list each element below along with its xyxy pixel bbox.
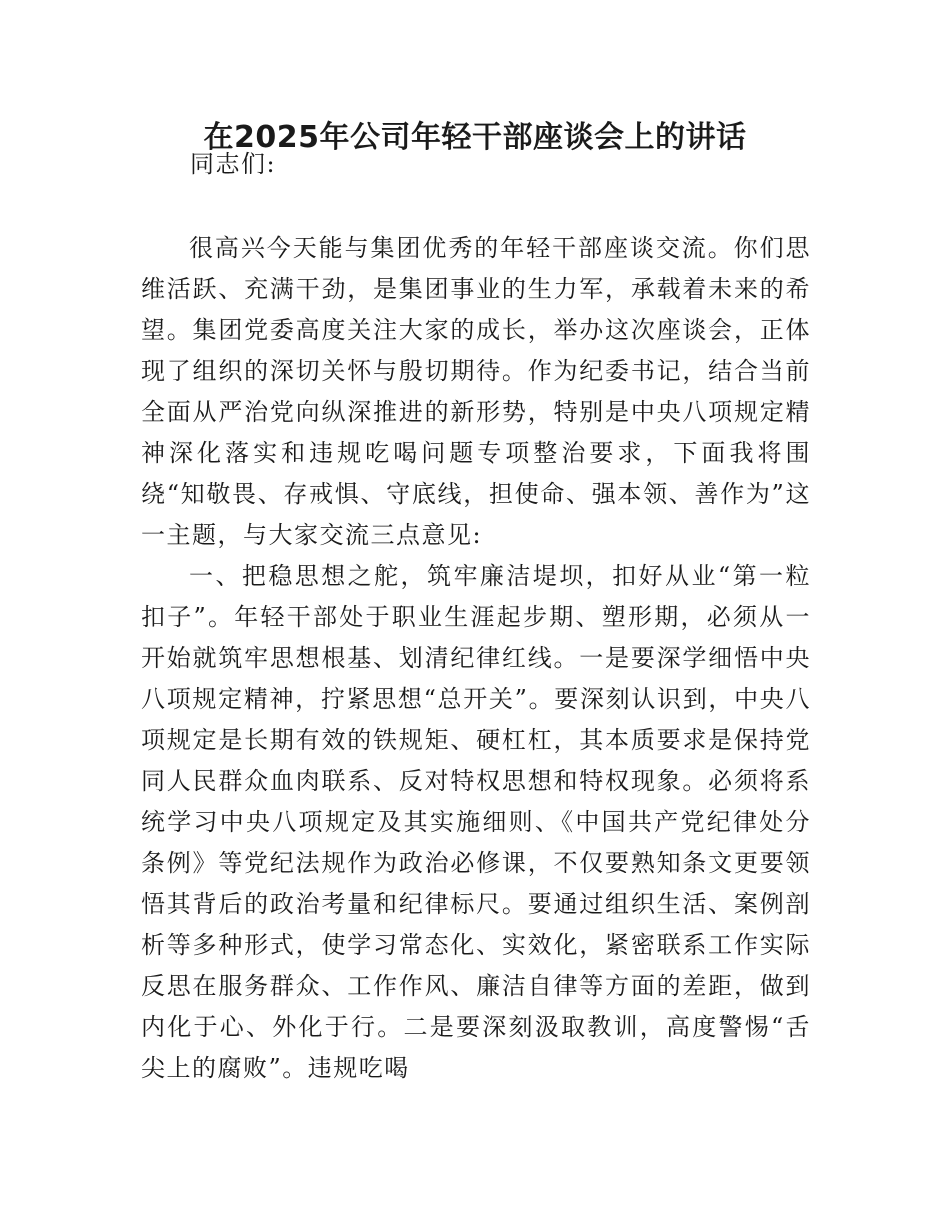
paragraph-section-one: 一、把稳思想之舵，筑牢廉洁堤坝，扣好从业“第一粒扣子”。年轻干部处于职业生涯起步期、塑形期，必须从一开始就筑牢思想根基、划清纪律红线。一是要深学细悟中央八项规定精神，拧紧思想“总开关”。要深刻认识到，中央八项规定是长期有效的铁规矩、硬杠杠，其本质要求是保持党同人民群众血肉联系、反对特权思想和特权现象。必须将系统学习中央八项规定及其实施细则、《中国共产党纪律处分条例》等党纪法规作为政治必修课，不仅要熟知条文更要领悟其背后的政治考量和纪律标尺。要通过组织生活、案例剖析等多种形式，使学习常态化、实效化，紧密联系工作实际反思在服务群众、工作作风、廉洁自律等方面的差距，做到内化于心、外化于行。二是要深刻汲取教训，高度警惕“舌尖上的腐败”。违规吃喝 <box>141 562 811 1082</box>
salutation: 同志们: <box>190 150 277 178</box>
paragraph-intro: 很高兴今天能与集团优秀的年轻干部座谈交流。你们思维活跃、充满干劲，是集团事业的生力军，承载着未来的希望。集团党委高度关注大家的成长，举办这次座谈会，正体现了组织的深切关怀与殷切期待。作为纪委书记，结合当前全面从严治党向纵深推进的新形势，特别是中央八项规定精神深化落实和违规吃喝问题专项整治要求，下面我将围绕“知敬畏、存戒惧、守底线，担使命、强本领、善作为”这一主题，与大家交流三点意见: <box>141 234 811 549</box>
document-title: 在2025年公司年轻干部座谈会上的讲话 <box>203 120 747 155</box>
